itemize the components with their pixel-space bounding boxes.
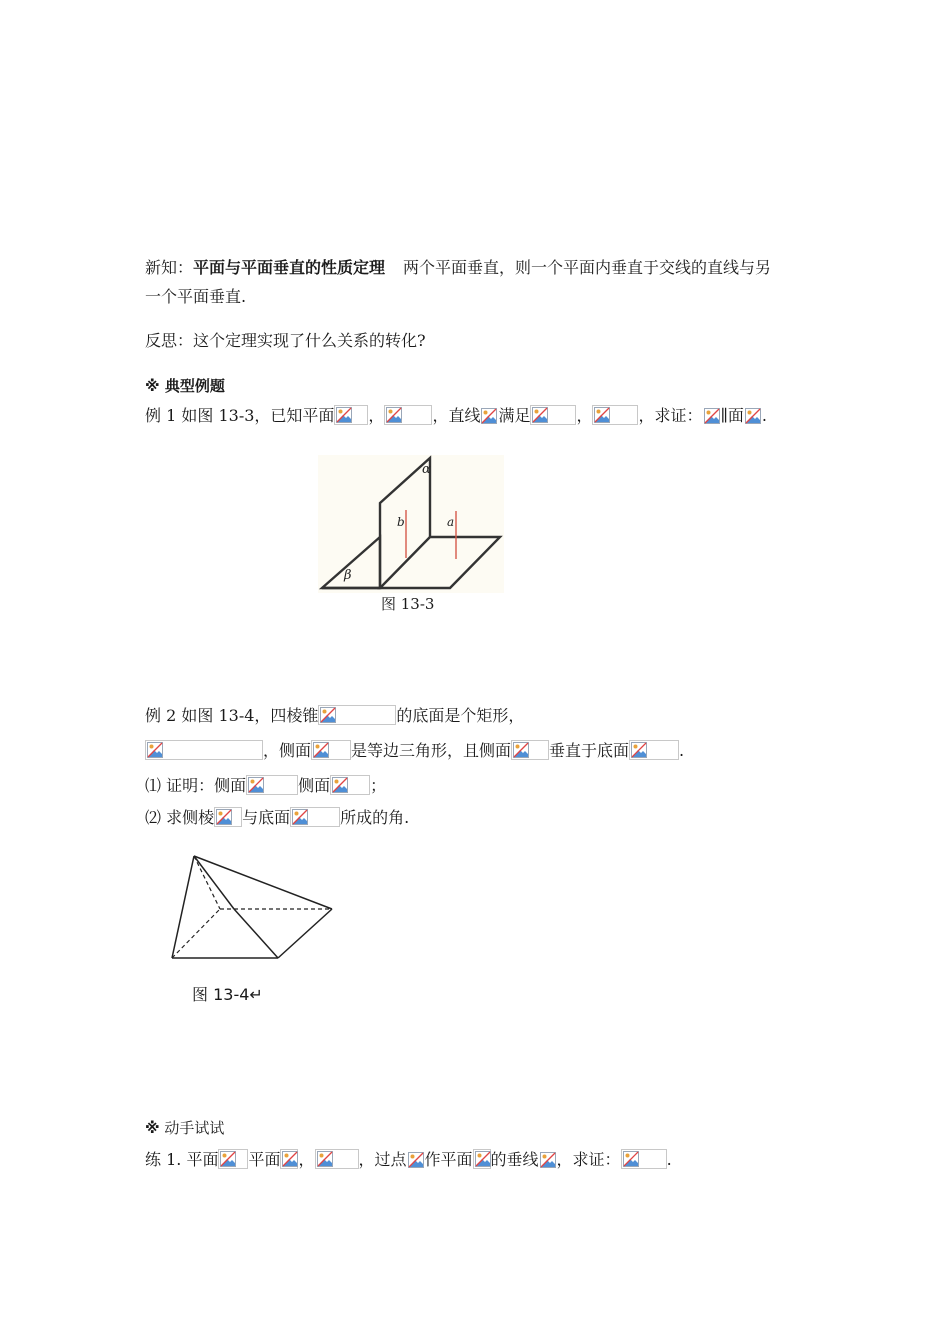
- practice-heading: [145, 1117, 224, 1139]
- figure-13-3-caption: 图 13-3: [381, 595, 435, 613]
- example2-question-1: [145, 775, 386, 797]
- figure-13-4-caption: 图 13-4↵: [192, 985, 263, 1004]
- example2-question-2: [145, 807, 409, 829]
- broken-image-icon: [313, 742, 329, 758]
- example1-text: ，直线: [432, 406, 481, 425]
- new-knowledge-label: 新知：: [145, 258, 194, 277]
- label-beta: β: [344, 568, 352, 583]
- reflection-text: 反思：这个定理实现了什么关系的转化?: [145, 331, 426, 350]
- formula-image: [511, 740, 549, 760]
- formula-image: [318, 705, 396, 725]
- practice1-label: 练 1.: [145, 1150, 182, 1169]
- broken-image-icon: [481, 408, 497, 424]
- formula-image: [290, 807, 340, 827]
- edge: [278, 909, 332, 958]
- formula-image: [592, 405, 638, 425]
- example2-label: 例 2: [145, 706, 177, 725]
- hidden-edge: [172, 909, 220, 958]
- broken-image-icon: [320, 707, 336, 723]
- formula-image: [315, 1149, 359, 1169]
- example1-label: 例 1: [145, 406, 177, 425]
- example2-text: 是等边三角形，且侧面: [351, 741, 512, 760]
- formula-image: [530, 405, 576, 425]
- question-text: 所成的角.: [340, 808, 410, 827]
- broken-image-icon: [292, 809, 308, 825]
- broken-image-icon: [623, 1151, 639, 1167]
- question-text: ；: [370, 776, 387, 795]
- label-a: a: [447, 515, 455, 529]
- examples-heading: [145, 375, 225, 397]
- formula-image: [334, 405, 368, 425]
- broken-image-icon: [248, 777, 264, 793]
- question-text: ⑴ 证明：侧面: [145, 776, 247, 795]
- broken-image-icon: [745, 408, 761, 424]
- example1-text: .: [761, 406, 767, 425]
- formula-image: [145, 740, 263, 760]
- theorem-text-1: 两个平面垂直，则一个平面内垂直于交线的直线与另: [403, 258, 772, 277]
- practice1-text: ，过点: [358, 1150, 407, 1169]
- broken-image-icon: [475, 1151, 491, 1167]
- theorem-name: 平面与平面垂直的性质定理: [193, 258, 386, 277]
- formula-image: [311, 740, 351, 760]
- broken-image-icon: [408, 1152, 424, 1168]
- broken-image-icon: [513, 742, 529, 758]
- question-text: ⑵ 求侧棱: [145, 808, 215, 827]
- question-text: 与底面: [242, 808, 291, 827]
- practice1-statement: [145, 1149, 672, 1171]
- figure-13-4: [160, 848, 340, 964]
- example1-text: ，求证：: [638, 406, 703, 425]
- practice1-text: ，: [298, 1150, 315, 1169]
- practice1-text: .: [666, 1150, 672, 1169]
- formula-image: [384, 405, 432, 425]
- edge: [172, 856, 194, 958]
- reference-mark: ※: [145, 377, 160, 395]
- broken-image-icon: [220, 1151, 236, 1167]
- formula-image: [214, 807, 242, 827]
- figure-13-3: [318, 455, 504, 593]
- formula-image: [246, 775, 298, 795]
- broken-image-icon: [336, 407, 352, 423]
- practice1-text: 的垂线: [490, 1150, 539, 1169]
- broken-image-icon: [540, 1152, 556, 1168]
- broken-image-icon: [332, 777, 348, 793]
- example1-statement: [145, 405, 767, 427]
- example2-line-2: [145, 740, 684, 762]
- reference-mark: ※: [145, 1119, 160, 1137]
- new-knowledge-line-2: [145, 286, 246, 308]
- broken-image-icon: [704, 408, 720, 424]
- formula-image: [621, 1149, 667, 1169]
- broken-image-icon: [386, 407, 402, 423]
- example2-text: ，侧面: [263, 741, 312, 760]
- formula-image: [280, 1149, 298, 1169]
- reflection-line: [145, 330, 426, 352]
- broken-image-icon: [282, 1151, 298, 1167]
- practice1-text: 平面: [186, 1150, 219, 1169]
- practice1-text: 作平面: [424, 1150, 473, 1169]
- new-knowledge-line-1: [145, 257, 771, 279]
- theorem-text-2: 一个平面垂直.: [145, 287, 247, 306]
- example1-text: 满足: [498, 406, 531, 425]
- edge: [234, 909, 278, 958]
- broken-image-icon: [631, 742, 647, 758]
- example1-text: ，: [576, 406, 593, 425]
- formula-image: [330, 775, 370, 795]
- broken-image-icon: [317, 1151, 333, 1167]
- label-alpha: α: [422, 462, 431, 477]
- broken-image-icon: [594, 407, 610, 423]
- practice-heading-title: 动手试试: [164, 1119, 225, 1137]
- broken-image-icon: [532, 407, 548, 423]
- example1-text: ∥面: [720, 406, 744, 425]
- example2-line-1: [145, 705, 524, 727]
- question-text: 侧面: [298, 776, 331, 795]
- example2-text: 垂直于底面: [549, 741, 630, 760]
- broken-image-icon: [216, 809, 232, 825]
- practice1-text: 平面: [248, 1150, 281, 1169]
- broken-image-icon: [147, 742, 163, 758]
- example2-text: .: [679, 741, 685, 760]
- example1-text: ，: [368, 406, 385, 425]
- formula-image: [629, 740, 679, 760]
- practice1-text: ，求证：: [556, 1150, 621, 1169]
- example1-text: 如图 13-3，已知平面: [181, 406, 335, 425]
- label-b: b: [397, 515, 405, 529]
- examples-heading-title: 典型例题: [164, 377, 225, 395]
- example2-text: 如图 13-4，四棱锥: [181, 706, 319, 725]
- example2-text: 的底面是个矩形，: [396, 706, 525, 725]
- formula-image: [218, 1149, 248, 1169]
- formula-image: [473, 1149, 491, 1169]
